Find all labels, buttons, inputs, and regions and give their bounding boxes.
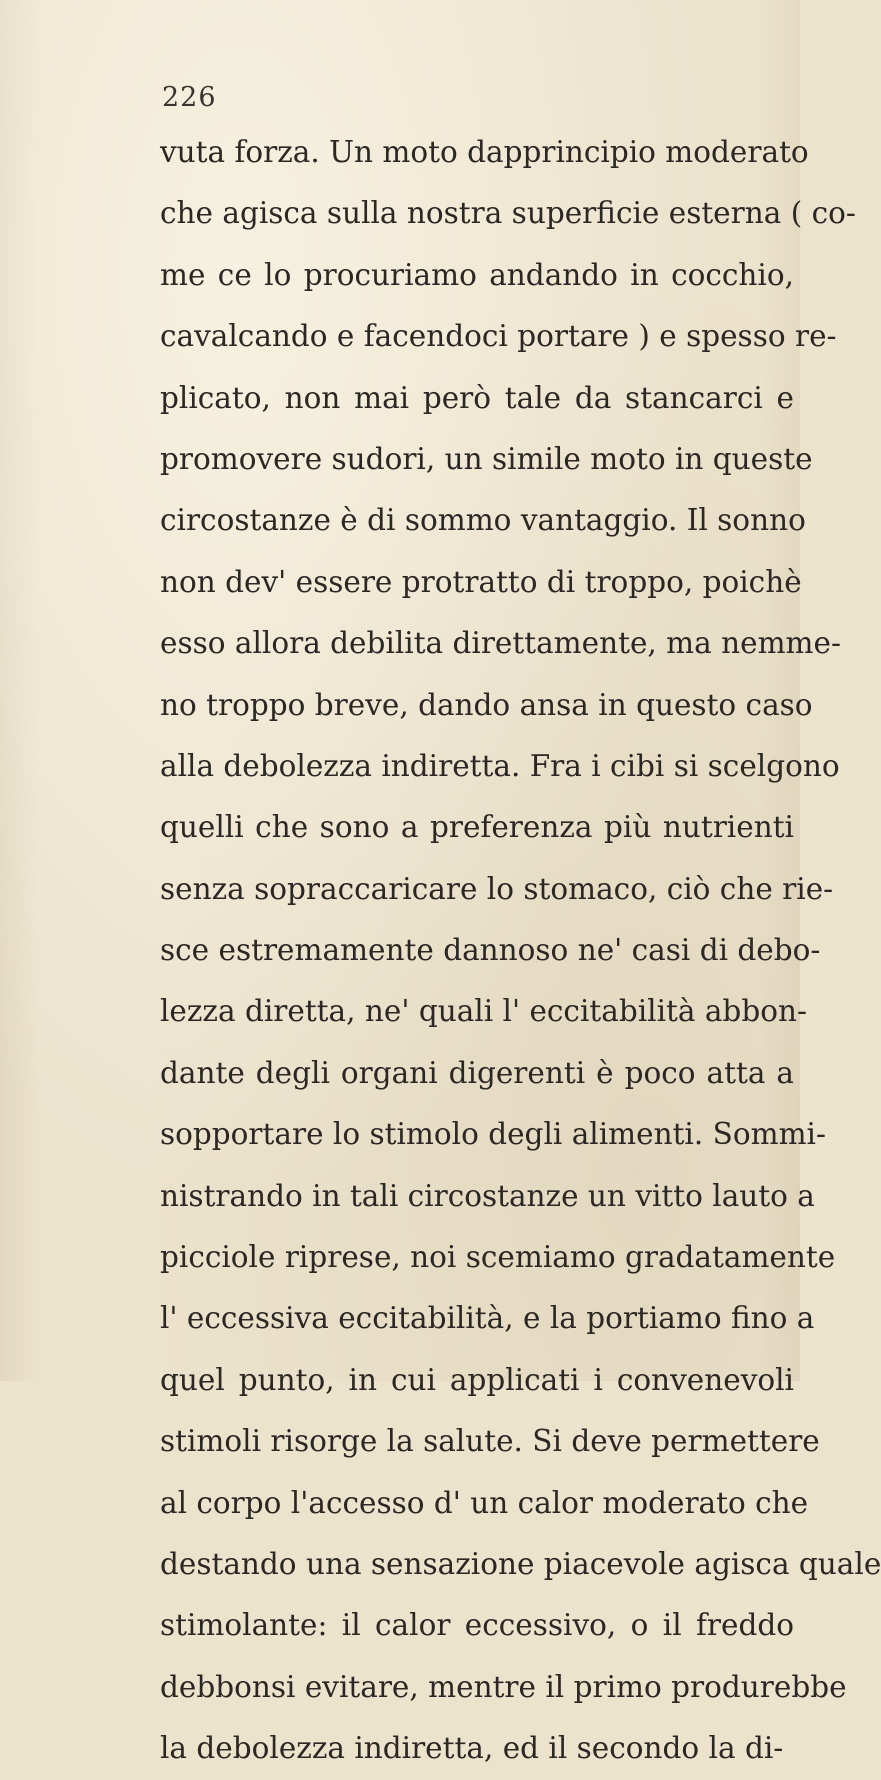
text-line: picciole riprese, noi scemiamo gradatamente xyxy=(160,1240,836,1275)
text-line: dante degli organi digerenti è poco atta a xyxy=(160,1055,794,1090)
text-line: stimoli risorge la salute. Si deve permettere xyxy=(160,1424,820,1459)
text-line: che agisca sulla nostra superficie esterna ( co- xyxy=(160,196,856,231)
text-line: non dev' essere protratto di troppo, poichè xyxy=(160,564,802,599)
text-line: l' eccessiva eccitabilità, e la portiamo fino a xyxy=(160,1301,815,1336)
text-line: destando una sensazione piacevole agisca quale xyxy=(160,1546,881,1581)
text-line: quelli che sono a preferenza più nutrienti xyxy=(160,810,794,845)
text-line: debbonsi evitare, mentre il primo produrebbe xyxy=(160,1669,847,1704)
text-line: sopportare lo stimolo degli alimenti. Sommi- xyxy=(160,1117,826,1152)
text-line: lezza diretta, ne' quali l' eccitabilità abbon- xyxy=(160,994,807,1029)
text-line: la debolezza indiretta, ed il secondo la di- xyxy=(160,1731,784,1766)
text-line: stimolante: il calor eccessivo, o il freddo xyxy=(160,1608,794,1643)
page-number: 226 xyxy=(162,82,217,113)
text-line: senza sopraccaricare lo stomaco, ciò che rie- xyxy=(160,871,834,906)
text-line: vuta forza. Un moto dapprincipio moderato xyxy=(160,135,809,169)
text-line: quel punto, in cui applicati i convenevoli xyxy=(160,1362,794,1397)
body-text xyxy=(160,122,881,1780)
text-line: promovere sudori, un simile moto in queste xyxy=(160,441,813,476)
text-line: sce estremamente dannoso ne' casi di debo- xyxy=(160,933,821,968)
text-line: circostanze è di sommo vantaggio. Il sonno xyxy=(160,503,806,538)
text-line: al corpo l'accesso d' un calor moderato che xyxy=(160,1485,809,1520)
text-line: no troppo breve, dando ansa in questo caso xyxy=(160,687,813,722)
text-line: esso allora debilita direttamente, ma nemme- xyxy=(160,626,841,661)
text-line: alla debolezza indiretta. Fra i cibi si scelgono xyxy=(160,748,840,783)
text-line: plicato, non mai però tale da stancarci e xyxy=(160,380,794,415)
text-line: nistrando in tali circostanze un vitto lauto a xyxy=(160,1178,815,1213)
text-line: me ce lo procuriamo andando in cocchio, xyxy=(160,257,794,292)
text-line: cavalcando e facendoci portare ) e spesso re- xyxy=(160,319,837,354)
